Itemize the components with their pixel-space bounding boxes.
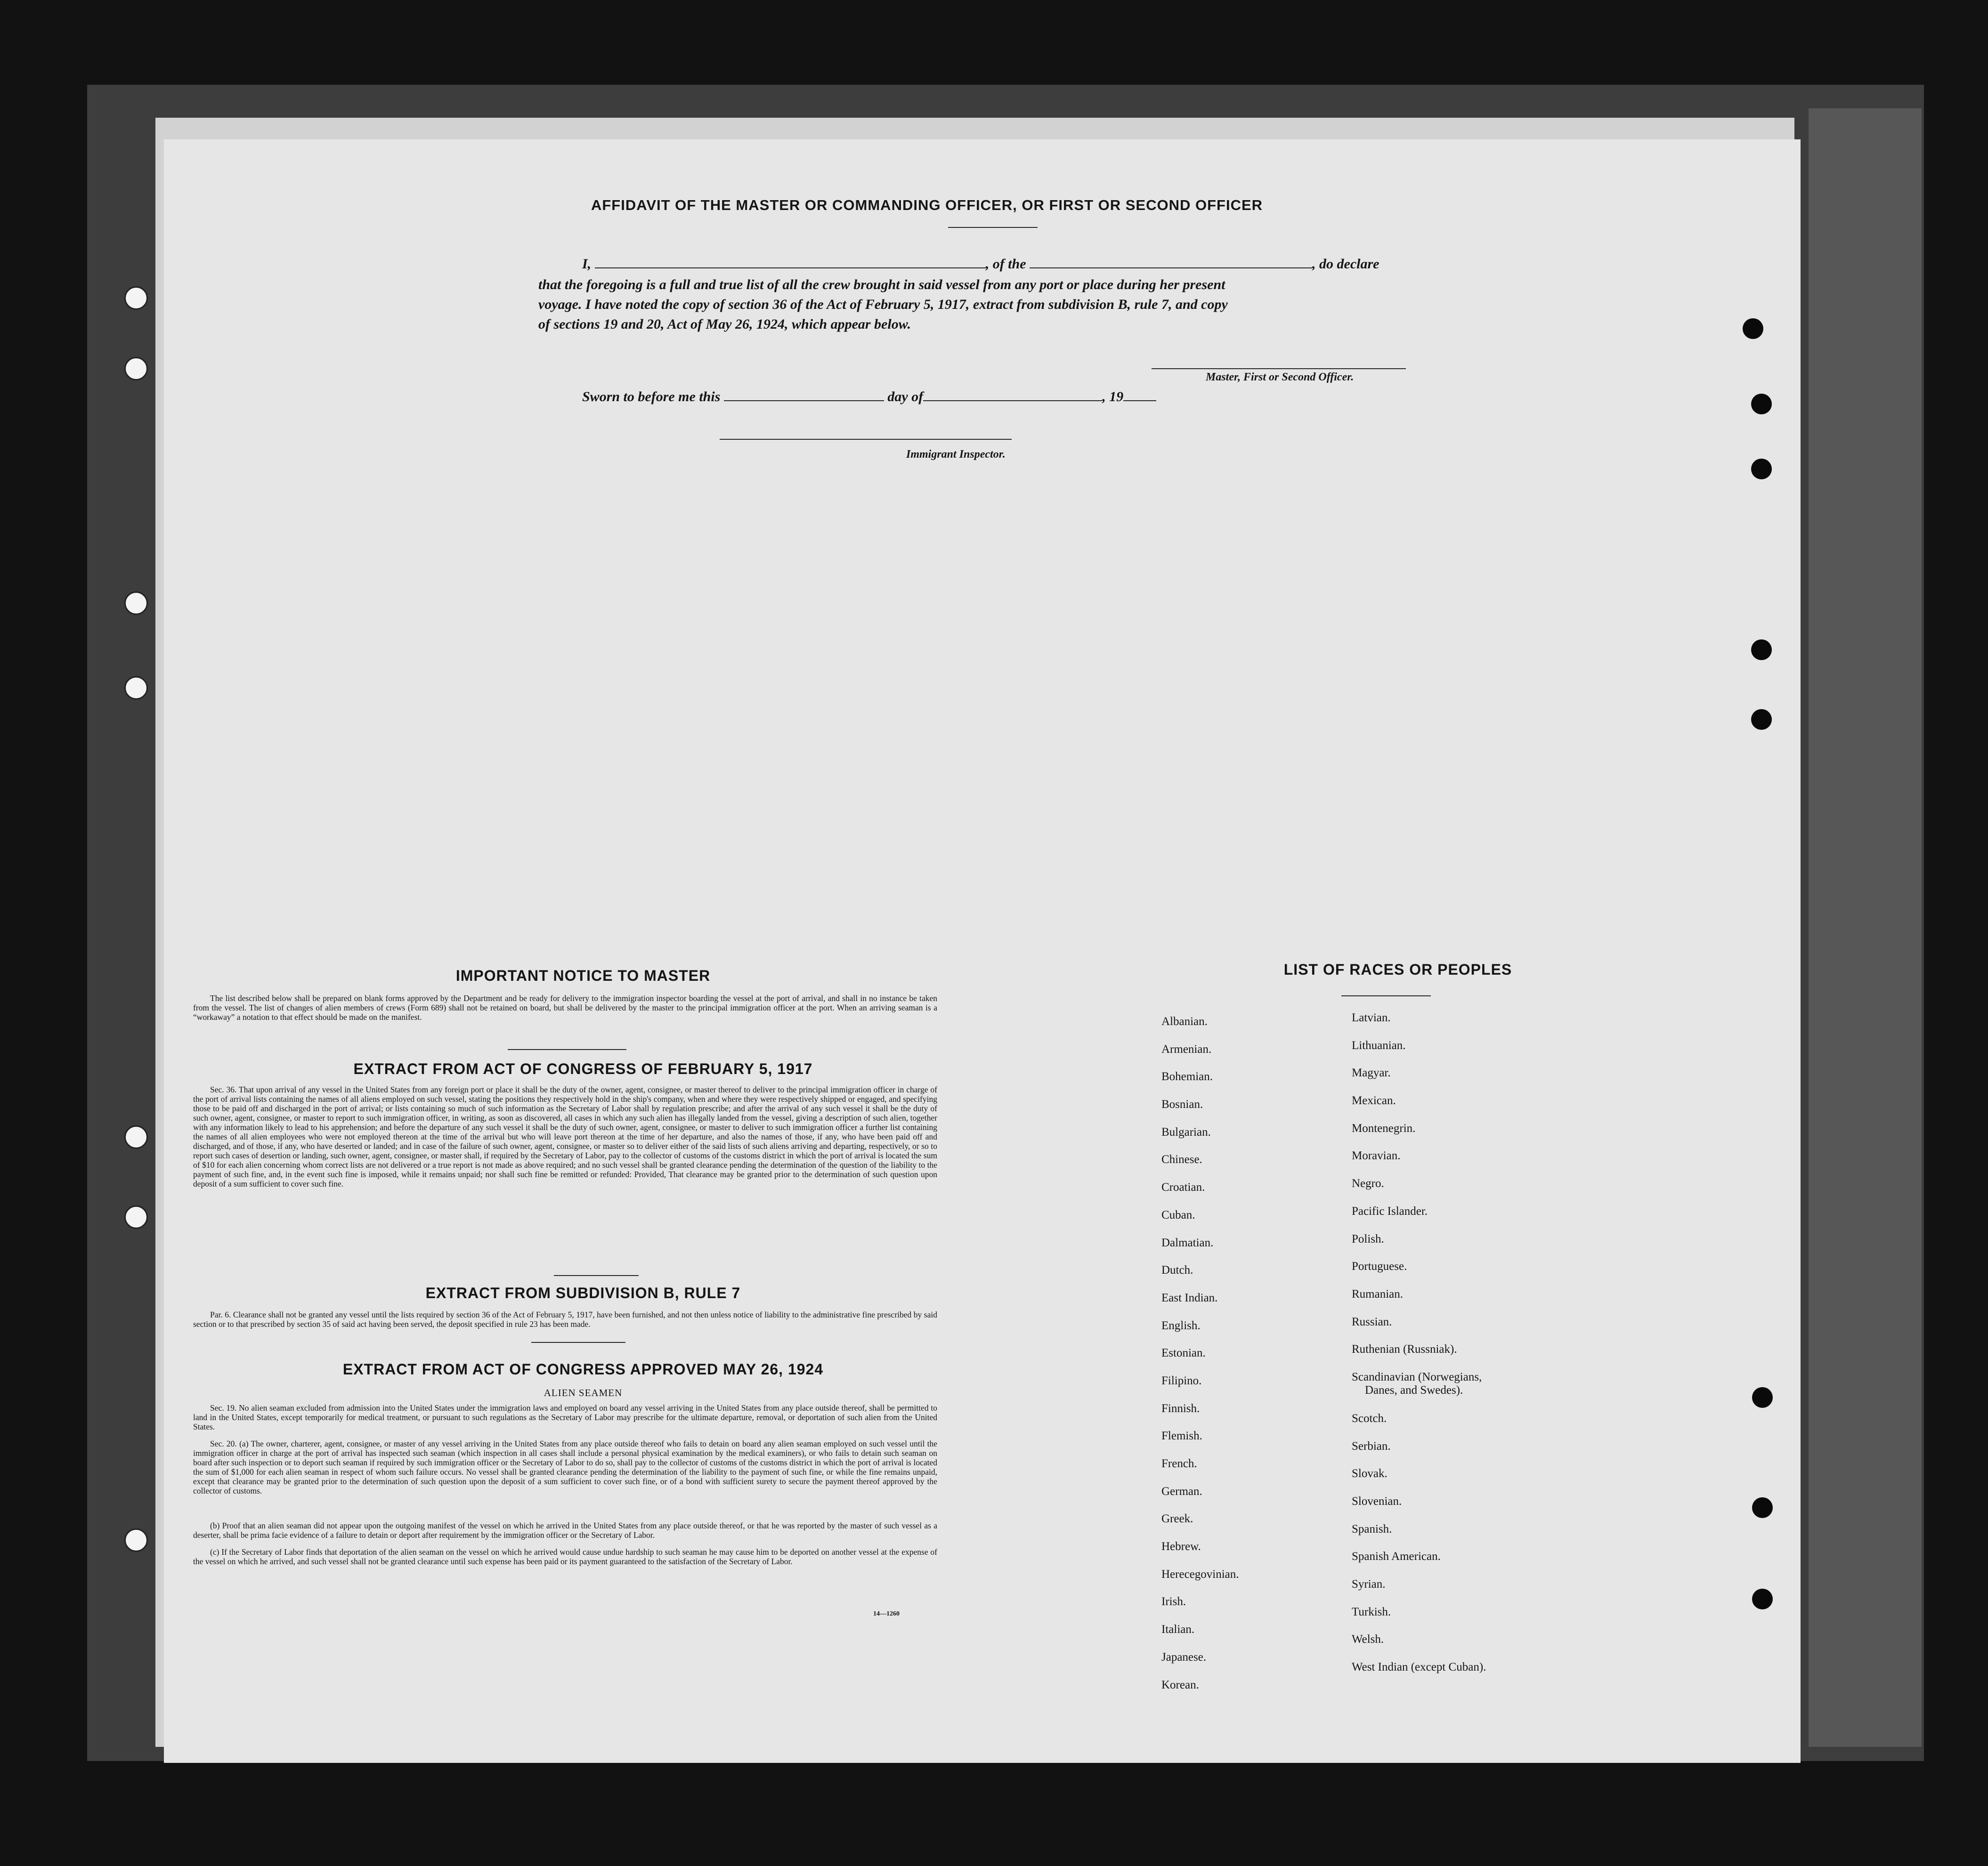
extract-1917-text: Sec. 36. That upon arrival of any vessel in the United States from any foreign port or place it shall be the duty of the owner, agent, consignee, or master thereof to deliver to the principal immigration officer in charge of the port of arrival lists containing the names of all aliens employed on such vessel, stating the positions they respectively hold in the ship's company, when and where they were respectively shipped or engaged, and specifying those to be paid off and discharged in the port of arrival; or lists containing so much of such information as the Secretary of Labor shall by regulation prescribe; and after the arrival of any such vessel it shall be the duty of such owner, agent, consignee, or master to report to such immigration officer, in writing, as soon as discovered, all cases in which any such alien has illegally landed from the vessel, giving a description of such alien, together with any information likely to lead to his apprehension; and before the departure of any such vessel it shall be the duty of such owner, agent, consignee, or master to deliver to such immigration officer a further list containing the names of all alien employees who were not employed thereon at the time of the arrival but who will leave port thereon at the time of her departure, and also the names of those, if any, who have been paid off and discharged, and of those, if any, who have deserted or landed; and in case of the failure of such owner, agent, consignee, or master so to deliver either of the said lists of such aliens arriving and departing, respectively, or so to report such cases of desertion or landing, such owner, agent, consignee, or master shall, if required by the Secretary of Labor, pay to the collector of customs of the customs district in which the port of arrival is located the sum of $10 for each alien concerning whom correct lists are not delivered or a true report is not made as above required; and no such vessel shall be granted clearance pending the determination of the question of the liability to the payment of such fine, and, in the event such fine is imposed, while it remains unpaid; nor shall such fine be remitted or refunded: Provided, That clearance may be granted prior to the determination of such question upon deposit of a sum sufficient to cover such fine. <box>193 1085 937 1188</box>
punch-hole <box>124 286 148 310</box>
race-item: Pacific Islander. <box>1352 1204 1428 1218</box>
race-item: West Indian (except Cuban). <box>1352 1661 1486 1674</box>
race-item: Negro. <box>1352 1177 1384 1190</box>
sworn-day-of: day of <box>887 389 924 404</box>
sworn-year: , 19 <box>1102 389 1124 404</box>
race-item: Slovak. <box>1352 1467 1388 1480</box>
race-item: Scotch. <box>1352 1412 1387 1425</box>
affidavit-line-4: of sections 19 and 20, Act of May 26, 1924, which appear below. <box>538 316 911 332</box>
race-item: Syrian. <box>1352 1578 1386 1591</box>
race-item: Chinese. <box>1161 1153 1202 1166</box>
affidavit-line-1 <box>582 256 1379 272</box>
race-item: Scandinavian (Norwegians, <box>1352 1370 1482 1383</box>
race-item: Ruthenian (Russniak). <box>1352 1343 1457 1356</box>
races-title: LIST OF RACES OR PEOPLES <box>1283 961 1512 978</box>
race-item: Korean. <box>1161 1678 1199 1691</box>
sec-19-text: Sec. 19. No alien seaman excluded from admission into the United States under the immigration laws and employed on board any vessel arriving in the United States from any place outside thereof, shall be permitted to land in the United States, except temporarily for medical treatment, or pursuant to such regulations as the Secretary of Labor may prescribe for the ultimate departure, removal, or deportation of such alien from the United States. <box>193 1403 937 1431</box>
punch-hole <box>1743 318 1763 339</box>
race-item: Moravian. <box>1352 1149 1401 1163</box>
race-item: Spanish American. <box>1352 1550 1441 1563</box>
inspector-signature-line[interactable] <box>720 439 1012 440</box>
races-column-2 <box>1352 1011 1486 1688</box>
extract-1924-title: EXTRACT FROM ACT OF CONGRESS APPROVED MAY 26, 1924 <box>342 1361 824 1378</box>
race-item-scandinavian <box>1352 1371 1486 1412</box>
affidavit-title: AFFIDAVIT OF THE MASTER OR COMMANDING OFFICER, OR FIRST OR SECOND OFFICER <box>591 197 1263 213</box>
race-item: Italian. <box>1161 1623 1195 1636</box>
form-number: 14—1260 <box>873 1610 900 1617</box>
section-rule <box>531 1342 625 1343</box>
race-item: French. <box>1161 1457 1197 1470</box>
race-item: Montenegrin. <box>1352 1122 1416 1135</box>
race-item: German. <box>1161 1485 1202 1498</box>
signature-line[interactable] <box>1152 368 1406 369</box>
race-item: Herecegovinian. <box>1161 1567 1239 1581</box>
race-item: Spanish. <box>1352 1522 1392 1535</box>
affidavit-declare: , do declare <box>1312 256 1379 272</box>
race-item: Irish. <box>1161 1595 1186 1608</box>
sworn-prefix: Sworn to before me this <box>582 389 721 404</box>
race-item: English. <box>1161 1319 1201 1332</box>
race-item: Welsh. <box>1352 1633 1384 1646</box>
punch-hole <box>1752 1497 1773 1518</box>
punch-hole <box>124 1205 148 1229</box>
backing-edge <box>1809 108 1922 1747</box>
race-item: Turkish. <box>1352 1605 1391 1618</box>
sec-20b-text: (b) Proof that an alien seaman did not appear upon the outgoing manifest of the vessel on which he arrived in the United States from any place outside thereof, or that he was reported by the master of such vessel as a deserter, shall be prima facie evidence of a failure to detain or deport after requirement by the immigration officer or the Secretary of Labor. <box>193 1521 937 1540</box>
punch-hole <box>124 357 148 380</box>
sworn-year-blank[interactable] <box>1123 390 1156 401</box>
race-item: Slovenian. <box>1352 1495 1402 1508</box>
race-item: Japanese. <box>1161 1650 1207 1664</box>
races-title-rule <box>1341 995 1431 996</box>
punch-hole <box>124 676 148 700</box>
punch-hole <box>1752 1387 1773 1408</box>
race-item: Estonian. <box>1161 1347 1206 1360</box>
race-item: Croatian. <box>1161 1181 1205 1194</box>
notice-title: IMPORTANT NOTICE TO MASTER <box>455 967 711 984</box>
race-item: Dutch. <box>1161 1264 1193 1277</box>
affidavit-line-3: voyage. I have noted the copy of section 36 of the Act of February 5, 1917, extract from subdivision B, rule 7, and copy <box>538 297 1228 312</box>
punch-hole <box>1751 639 1772 660</box>
document-page <box>164 139 1801 1763</box>
title-rule <box>948 227 1038 228</box>
extract-rule7-title: EXTRACT FROM SUBDIVISION B, RULE 7 <box>425 1284 741 1301</box>
race-item: Armenian. <box>1161 1042 1212 1056</box>
punch-hole <box>1751 709 1772 730</box>
section-rule <box>554 1275 639 1276</box>
race-item: Russian. <box>1352 1315 1392 1328</box>
race-item: Serbian. <box>1352 1439 1391 1453</box>
race-item: Filipino. <box>1161 1374 1202 1387</box>
race-item: Polish. <box>1352 1232 1384 1245</box>
race-item: Hebrew. <box>1161 1540 1201 1553</box>
extract-rule7-text: Par. 6. Clearance shall not be granted any vessel until the lists required by section 36 of the Act of February 5, 1917, have been furnished, and not then unless notice of liability to the administrative fine prescribed by said section or to that prescribed by section 35 of said act having been served, the deposit specified in rule 23 has been made. <box>193 1310 937 1329</box>
punch-hole <box>124 591 148 615</box>
punch-hole <box>124 1528 148 1552</box>
sec-20a-text: Sec. 20. (a) The owner, charterer, agent, consignee, or master of any vessel arriving in the United States from any place outside thereof who fails to detain on board any alien seaman employed on such vessel until the immigration officer in charge at the port of arrival has inspected such seaman (which inspection in all cases shall include a personal physical examination by the medical examiners), or who fails to detain such seaman on board after such inspection or to deport such seaman if required by such immigration officer or the Secretary of Labor to do so, shall pay to the collector of customs of the customs district in which the port of arrival is located the sum of $1,000 for each alien seaman in respect of whom such failure occurs. No vessel shall be granted clearance pending the determination of the liability to the payment of such fine, or while the fine remains unpaid, except that clearance may be granted prior to the determination of such question upon the deposit of a sum sufficient to cover such fine, or of a bond with sufficient surety to secure the payment thereof approved by the collector of customs. <box>193 1439 937 1495</box>
race-item: East Indian. <box>1161 1291 1218 1304</box>
race-item-continued: Danes, and Swedes). <box>1365 1383 1463 1397</box>
extract-1924-subtitle: ALIEN SEAMEN <box>544 1387 623 1398</box>
section-rule <box>508 1049 626 1050</box>
sworn-line <box>582 389 1156 405</box>
punch-hole <box>124 1125 148 1149</box>
race-item: Bulgarian. <box>1161 1125 1211 1139</box>
punch-hole <box>1752 1589 1773 1609</box>
race-item: Finnish. <box>1161 1402 1200 1415</box>
name-blank[interactable] <box>595 257 986 268</box>
affidavit-line-2: that the foregoing is a full and true list of all the crew brought in said vessel from any port or place during her present <box>538 277 1225 292</box>
inspector-caption: Immigrant Inspector. <box>906 448 1006 460</box>
race-item: Mexican. <box>1352 1094 1396 1107</box>
race-item: Flemish. <box>1161 1430 1202 1443</box>
race-item: Lithuanian. <box>1352 1039 1406 1052</box>
race-item: Bohemian. <box>1161 1070 1213 1083</box>
notice-text: The list described below shall be prepared on blank forms approved by the Department and be ready for delivery to the immigration inspector boarding the vessel at the port of arrival, and shall in no instance be taken from the vessel. The list of changes of alien members of crews (Form 689) shall not be retained on board, but shall be delivered by the master to the principal immigration officer at the port. When an arriving seaman is a “workaway” a notation to that effect should be made on the manifest. <box>193 994 937 1022</box>
race-item: Greek. <box>1161 1512 1193 1526</box>
sworn-month-blank[interactable] <box>923 390 1102 401</box>
sworn-day-blank[interactable] <box>724 390 884 401</box>
races-column-1 <box>1161 1015 1239 1706</box>
punch-hole <box>1751 394 1772 414</box>
race-item: Bosnian. <box>1161 1098 1203 1111</box>
race-item: Portuguese. <box>1352 1260 1407 1273</box>
race-item: Dalmatian. <box>1161 1236 1214 1249</box>
race-item: Latvian. <box>1352 1011 1391 1024</box>
punch-hole <box>1751 459 1772 479</box>
affidavit-of-the: , of the <box>985 256 1026 272</box>
extract-1917-title: EXTRACT FROM ACT OF CONGRESS OF FEBRUARY 5, 1917 <box>353 1060 813 1077</box>
race-item: Albanian. <box>1161 1015 1208 1028</box>
affidavit-i: I, <box>582 256 592 272</box>
signature-caption: Master, First or Second Officer. <box>1206 371 1354 383</box>
sec-20c-text: (c) If the Secretary of Labor finds that deportation of the alien seaman on the vessel on which he arrived would cause undue hardship to such seaman he may cause him to be deported on another vessel at the expense of the vessel on which he arrived, and such vessel shall not be granted clearance until such expense has been paid or its payment guaranteed to the satisfaction of the Secretary of Labor. <box>193 1547 937 1566</box>
race-item: Magyar. <box>1352 1066 1391 1080</box>
vessel-blank[interactable] <box>1030 257 1312 268</box>
race-item: Cuban. <box>1161 1208 1195 1221</box>
race-item: Rumanian. <box>1352 1287 1404 1301</box>
